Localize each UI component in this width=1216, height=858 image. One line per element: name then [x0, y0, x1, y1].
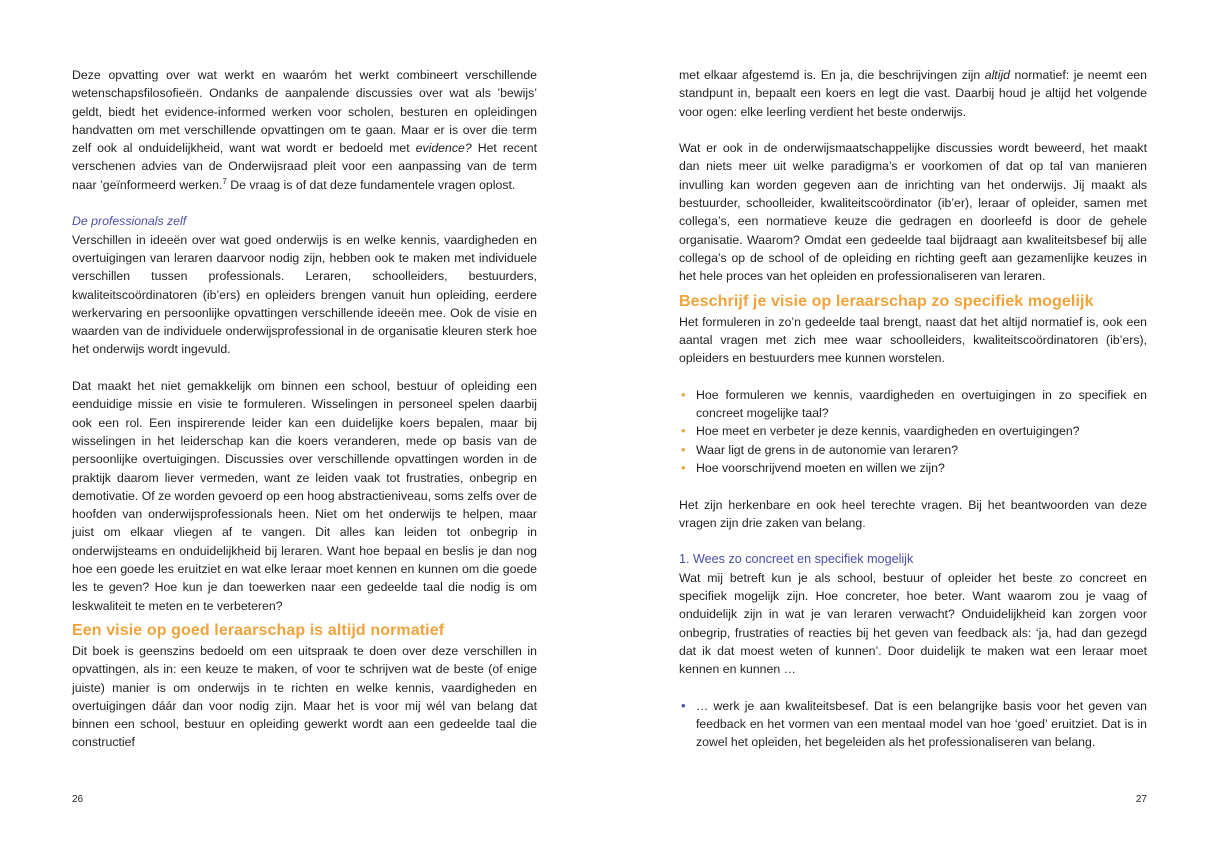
left-p1-end: De vraag is of dat deze fundamentele vragen oplost.	[226, 177, 516, 192]
right-paragraph-5: Wat mij betreft kun je als school, bestuur of opleider het beste zo concreet en specifiek mogelijk zijn. Hoe concreter, hoe beter. Want waarom zou je vaag of onduidelijk zijn in wat je van leraren verwacht? Onduidelijkheid kan zorgen voor onbegrip, frustraties of reacties bij het geven van feedback als: ‘ja, had dan gezegd dat ik dat moest weten of kunnen’. Door duidelijk te maken wat een leraar moet kennen en kunnen …	[679, 570, 1147, 677]
spacer	[72, 194, 537, 212]
list-item-text: Hoe voorschrijvend moeten en willen we zijn?	[696, 460, 945, 475]
kwaliteitsbesef-list	[679, 697, 1147, 752]
list-item-text: … werk je aan kwaliteitsbesef. Dat is een belangrijke basis voor het geven van feedback en het vormen van een mentaal model van hoe ‘goed’ eruitziet. Dat is in zowel het opleiden, het begeleiden als het professionaliseren van belang.	[696, 698, 1147, 750]
bullet-icon: •	[681, 441, 686, 457]
right-page	[608, 0, 1216, 858]
spacer	[679, 121, 1147, 139]
bullet-icon: •	[681, 697, 686, 713]
section-heading-wrap	[679, 286, 1147, 313]
left-paragraph-1	[72, 66, 537, 194]
page-number-left: 26	[72, 794, 84, 805]
spacer	[72, 359, 537, 377]
left-column	[72, 66, 537, 752]
bullet-icon: •	[681, 459, 686, 475]
right-column	[679, 66, 1147, 752]
right-p1-emphasis: altijd	[984, 68, 1011, 82]
spacer	[679, 367, 1147, 385]
list-item	[679, 697, 1147, 752]
spacer	[679, 532, 1147, 550]
left-paragraph-3: Dat maakt het niet gemakkelijk om binnen een school, bestuur of opleiding een eenduidige missie en visie te formuleren. Wisselingen in personeel spelen daarbij ook een rol. Een inspirerende leider kan een duidelijke koers bepalen, maar bij wisselingen in het leiderschap kan die koers veranderen, mede op basis van de persoonlijke overtuigingen. Discussies over verschillende opvattingen worden in de praktijk daarom liever vermeden, want ze leiden vaak tot frustraties, onbegrip en demotivatie. Of ze worden gevoerd op een hoog abstractieniveau, soms zelfs over de hoofden van onderwijsprofessionals heen. Niet om het onderwijs te helpen, maar juist om elkaar vliegen af te vangen. Dit alles kan leiden tot onbegrip in onderwijsteams en onduidelijkheid bij leraren. Want hoe bepaal en beslis je dan nog hoe een goede les eruitziet en wat elke leraar moet kennen en kunnen om die goede les te geven? Hoe kun je dan toewerken naar een gedeelde taal die nodig is om leskwaliteit te meten en te verbeteren?	[72, 379, 537, 613]
left-paragraph-4: Dit boek is geenszins bedoeld om een uitspraak te doen over deze verschillen in opvattingen, als in: een keuze te maken, of voor te schrijven wat de beste (of enige juiste) manier is om onderwijs in te richten en welke kennis, vaardigheden en overtuigingen dáár dan voor nodig zijn. Maar het is voor mij wél van belang dat binnen een school, bestuur en opleiding gewerkt wordt aan een gedeelde taal die constructief	[72, 643, 537, 750]
section-heading-wrap	[72, 615, 537, 642]
right-paragraph-3: Het formuleren in zo’n gedeelde taal brengt, naast dat het altijd normatief is, ook een aantal vragen met zich mee waar schoolleiders, kwaliteitscoördinatoren (ib’ers), opleiders en bestuurders mee kunnen worstelen.	[679, 314, 1147, 366]
spacer	[679, 679, 1147, 697]
left-p1-emphasis: evidence?	[415, 141, 472, 156]
right-p1-a: met elkaar afgestemd is. En ja, die beschrijvingen zijn	[679, 68, 985, 82]
list-item	[679, 422, 1147, 440]
left-p1-rest: Het recent verschenen advies van de Onderwijsraad pleit voor een aanpassing van de term naar ’geïnformeerd werken.	[72, 141, 537, 192]
right-paragraph-1	[679, 66, 1147, 121]
question-list	[679, 386, 1147, 477]
subhead-concreet: 1. Wees zo concreet en specifiek mogelijk	[679, 552, 914, 567]
spacer	[679, 477, 1147, 495]
right-paragraph-4: Het zijn herkenbare en ook heel terechte vragen. Bij het beantwoorden van deze vragen zijn drie zaken van belang.	[679, 497, 1147, 530]
list-item	[679, 459, 1147, 477]
list-item	[679, 441, 1147, 459]
list-item-text: Hoe formuleren we kennis, vaardigheden en overtuigingen in zo specifiek en concreet mogelijke taal?	[696, 387, 1147, 421]
footnote-ref: 7	[222, 176, 227, 186]
left-paragraph-2: Verschillen in ideeën over wat goed onderwijs is en welke kennis, vaardigheden en overtuigingen van leraren daarvoor nodig zijn, hebben ook te maken met individuele verschillen tussen professionals. Leraren, schoolleiders, bestuurders, kwaliteitscoördinatoren (ib’ers) en opleiders brengen vanuit hun opleiding, eerdere werkervaring en persoonlijke opvattingen verschillende ideeën mee. Ook de visie en waarden van de individuele onderwijsprofessional in de organisatie kleuren sterk hoe het onderwijs wordt ingevuld.	[72, 232, 537, 357]
right-paragraph-2: Wat er ook in de onderwijsmaatschappelijke discussies wordt beweerd, het maakt dan niets meer uit welke paradigma’s er voorkomen of dat op tal van manieren invulling kan worden gegeven aan de inrichting van het onderwijs. Jij maakt als bestuurder, schoolleider, kwaliteitscoördinator (ib’er), leraar of opleider, samen met collega’s, een normatieve keuze die gedragen en doorleefd is door de gehele organisatie. Waarom? Omdat een gedeelde taal bijdraagt aan kwaliteitsbesef bij alle collega’s op de school of de opleiding en richting geeft aan gezamenlijke keuzes in het hele proces van het opleiden en professionaliseren van leraren.	[679, 141, 1147, 284]
subhead-professionals: De professionals zelf	[72, 214, 187, 229]
list-item-text: Hoe meet en verbeter je deze kennis, vaardigheden en overtuigingen?	[696, 424, 1080, 439]
bullet-icon: •	[681, 386, 686, 402]
right-p1-b: normatief: je neemt een standpunt in, bepaalt een koers en legt die vast. Daarbij houd je altijd het volgende voor ogen: elke leerling verdient het beste onderwijs.	[679, 68, 1147, 119]
left-p1-text: Deze opvatting over wat werkt en waaróm het werkt combineert verschillende wetenschapsfilosofieën. Ondanks de aanpalende discussies over wat als ’bewijs’ geldt, biedt het evidence-informed werken voor scholen, besturen en opleidingen handvatten om met verschillende opvattingen om te gaan. Maar er is over die term zelf ook al onduidelijkheid, want wat wordt er bedoeld met	[72, 68, 537, 156]
section-heading-specifiek: Beschrijf je visie op leraarschap zo specifiek mogelijk	[679, 292, 1094, 310]
list-item-text: Waar ligt de grens in de autonomie van leraren?	[696, 442, 959, 457]
list-item	[679, 386, 1147, 423]
section-heading-normatief: Een visie op goed leraarschap is altijd normatief	[72, 621, 445, 639]
bullet-icon: •	[681, 423, 686, 439]
page-number-right: 27	[1135, 794, 1147, 805]
